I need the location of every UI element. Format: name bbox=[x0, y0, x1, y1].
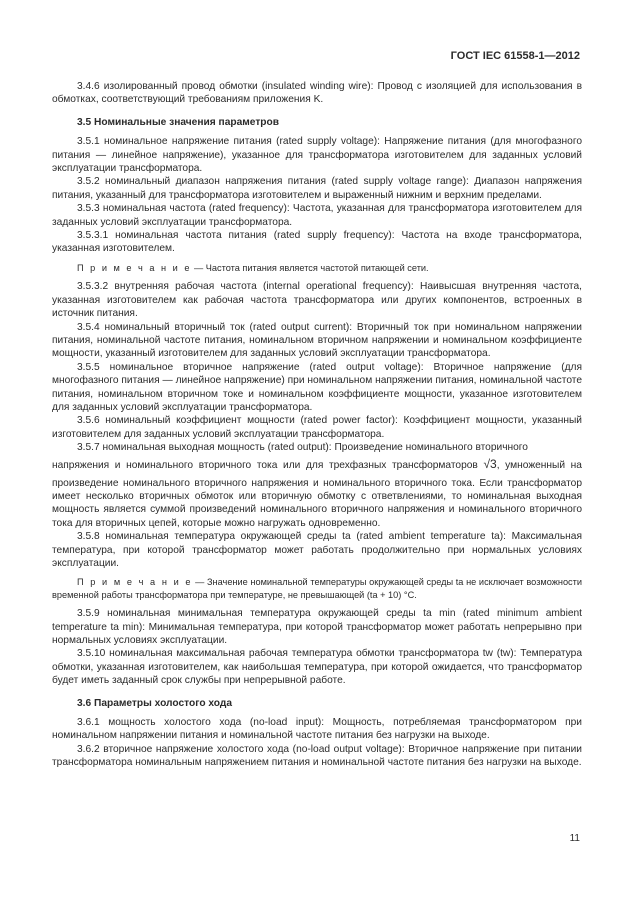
page-body bbox=[52, 80, 582, 770]
page-number: 11 bbox=[569, 833, 580, 844]
note-1-label: П р и м е ч а н и е bbox=[77, 262, 192, 273]
section-3-6-heading: 3.6 Параметры холостого хода bbox=[77, 697, 233, 709]
clause-3-5-9: 3.5.9 номинальная минимальная температура окружающей среды ta min (rated minimum ambient temperature ta min): Минимальная температура, при которой трансформатор может работать непрерывно при нормальных условиях эксплуатации. bbox=[52, 608, 582, 647]
clause-3-5-5: 3.5.5 номинальное вторичное напряжение (rated output voltage): Вторичное напряжение (для многофазного питания — линейное напряжение) при номинальном напряжении питания, номинальной частоте питания, номинальном вторичном токе и номинальном коэффициенте мощности, указанное изготовителем для заданных условий эксплуатации трансформатора. bbox=[52, 361, 582, 413]
clause-3-5-1: 3.5.1 номинальное напряжение питания (rated supply voltage): Напряжение питания (для многофазного питания — линейное напряжение), указанное для трансформатора изготовителем для заданных условий эксплуатации трансформатора. bbox=[52, 136, 582, 175]
clause-3-5-8: 3.5.8 номинальная температура окружающей среды ta (rated ambient temperature ta): Максимальная температура, при которой трансформатор может работать продолжительно при нормальных условиях эксплуатации. bbox=[52, 531, 582, 569]
clause-3-5-6: 3.5.6 номинальный коэффициент мощности (rated power factor): Коэффициент мощности, указанный изготовителем для заданных условий эксплуатации трансформатора. bbox=[52, 415, 582, 440]
clause-3-5-3-2: 3.5.3.2 внутренняя рабочая частота (internal operational frequency): Наивысшая внутренняя частота, указанная изготовителем как рабочая частота трансформатора или других компонентов, встроенных в источник питания. bbox=[52, 281, 582, 320]
clause-3-5-7-part-a: 3.5.7 номинальная выходная мощность (rated output): Произведение номинального вторичного bbox=[77, 442, 528, 454]
note-1 bbox=[52, 262, 582, 274]
note-2 bbox=[52, 576, 582, 601]
clause-3-5-7-text-1: напряжения и номинального вторичного тока или для трехфазных трансформаторов bbox=[52, 459, 478, 471]
clause-3-5-7-part-b bbox=[52, 455, 582, 531]
clause-3-6-1: 3.6.1 мощность холостого хода (no-load input): Мощность, потребляемая трансформатором при номинальном напряжении питания и номинальной частоте питания без нагрузки на выходе. bbox=[52, 717, 582, 742]
clause-3-5-7-text-2: , умноженный на произведение номинального вторичного напряжения и номинального вторичного тока. Если трансформатор имеет несколько вторичных обмоток или вторичную обмотку с ответвлениями, то номинальная выходная мощность является суммой произведений номинального вторичного напряжения и номинального вторичного тока для вторичных цепей, которые можно нагружать одновременно. bbox=[52, 459, 582, 529]
note-1-text: — Частота питания является частотой питающей сети. bbox=[191, 262, 429, 273]
clause-3-5-10: 3.5.10 номинальная максимальная рабочая температура обмотки трансформатора tw (tw): Температура обмотки, указанная изготовителем, как наибольшая температура, при которой ожидается, что трансформатор будет иметь заданный срок службы при непрерывной работе. bbox=[52, 648, 582, 687]
clause-3-5-4: 3.5.4 номинальный вторичный ток (rated output current): Вторичный ток при номинальном напряжении питания, номинальной частоте питания, номинальном вторичном напряжении и номинальном коэффициенте мощности, указанный изготовителем для заданных условий эксплуатации трансформатора. bbox=[52, 321, 582, 360]
note-2-text: — Значение номинальной температуры окружающей среды ta не исключает возможности временной работы трансформатора при температуре, не превышающей (ta + 10) °C. bbox=[52, 577, 582, 600]
clause-3-5-3: 3.5.3 номинальная частота (rated frequency): Частота, указанная для трансформатора изготовителем для заданных условий эксплуатации трансформатора. bbox=[52, 203, 582, 228]
clause-3-5-2: 3.5.2 номинальный диапазон напряжения питания (rated supply voltage range): Диапазон напряжения питания, указанный для трансформатора изготовителем и выраженный нижним и верхним пределами. bbox=[52, 176, 582, 201]
section-3-5-heading: 3.5 Номинальные значения параметров bbox=[77, 116, 280, 128]
clause-3-5-3-1: 3.5.3.1 номинальная частота питания (rated supply frequency): Частота на входе трансформатора, указанная изготовителем. bbox=[52, 230, 582, 255]
note-2-label: П р и м е ч а н и е bbox=[77, 577, 193, 588]
clause-3-6-2: 3.6.2 вторичное напряжение холостого хода (no-load output voltage): Вторичное напряжение при питании трансформатора номинальным напряжением питания и номинальной частоте питания без нагрузки на выходе. bbox=[52, 743, 582, 769]
standard-header: ГОСТ IEC 61558-1—2012 bbox=[450, 50, 580, 62]
clause-3-4-6: 3.4.6 изолированный провод обмотки (insulated winding wire): Провод с изоляцией для использования в обмотках, соответствующий требованиям приложения K. bbox=[52, 81, 582, 106]
sqrt3-formula: √3 bbox=[483, 456, 497, 471]
